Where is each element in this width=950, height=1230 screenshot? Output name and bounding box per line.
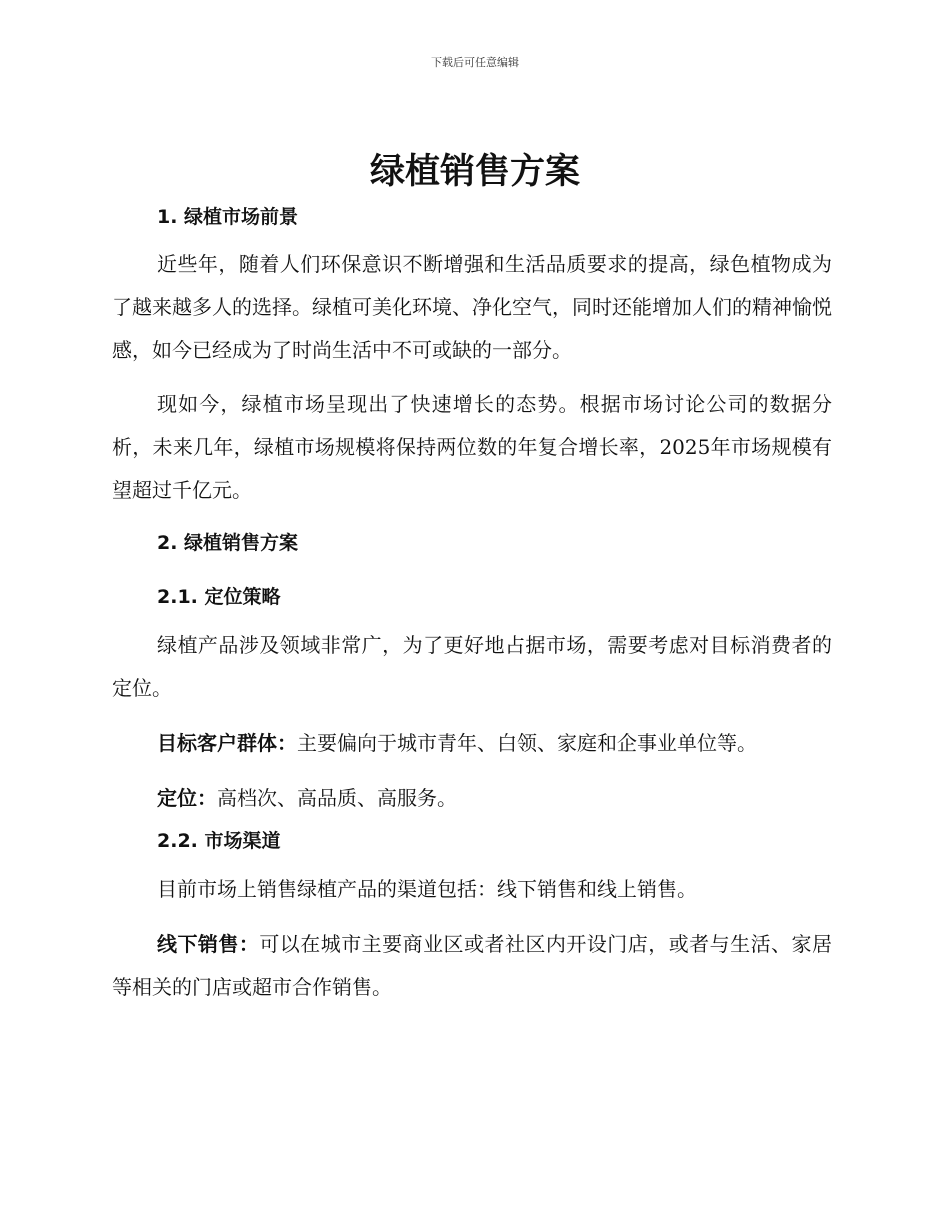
target-customers-paragraph	[112, 722, 832, 765]
positioning-label: 定位：	[157, 786, 217, 810]
document-title: 绿植销售方案	[369, 152, 580, 192]
section-1-paragraph-2: 现如今，绿植市场呈现出了快速增长的态势。根据市场讨论公司的数据分析，未来几年，绿植市场规模将保持两位数的年复合增长率，2025年市场规模有望超过千亿元。	[112, 392, 832, 502]
section-2-1-heading: 2.1. 定位策略	[157, 586, 281, 608]
offline-sales-paragraph	[112, 923, 832, 1009]
section-2-heading: 2. 绿植销售方案	[157, 532, 299, 554]
document-body	[112, 196, 832, 1009]
section-2-1-paragraph: 绿植产品涉及领域非常广，为了更好地占据市场，需要考虑对目标消费者的定位。	[112, 633, 832, 700]
offline-sales-text: 可以在城市主要商业区或者社区内开设门店，或者与生活、家居等相关的门店或超市合作销售。	[112, 932, 832, 999]
target-customers-text: 主要偏向于城市青年、白领、家庭和企事业单位等。	[297, 731, 757, 755]
section-2-2-heading: 2.2. 市场渠道	[157, 830, 281, 852]
target-customers-label: 目标客户群体：	[157, 731, 297, 755]
positioning-paragraph	[112, 777, 832, 820]
section-1-paragraph-1: 近些年，随着人们环保意识不断增强和生活品质要求的提高，绿色植物成为了越来越多人的选择。绿植可美化环境、净化空气，同时还能增加人们的精神愉悦感，如今已经成为了时尚生活中不可或缺的一部分。	[112, 252, 832, 362]
offline-sales-label: 线下销售：	[157, 932, 260, 956]
positioning-text: 高档次、高品质、高服务。	[217, 786, 457, 810]
header-note: 下载后可任意编辑	[431, 56, 519, 69]
section-2-2-paragraph: 目前市场上销售绿植产品的渠道包括：线下销售和线上销售。	[157, 877, 697, 901]
section-1-heading: 1. 绿植市场前景	[157, 206, 299, 228]
